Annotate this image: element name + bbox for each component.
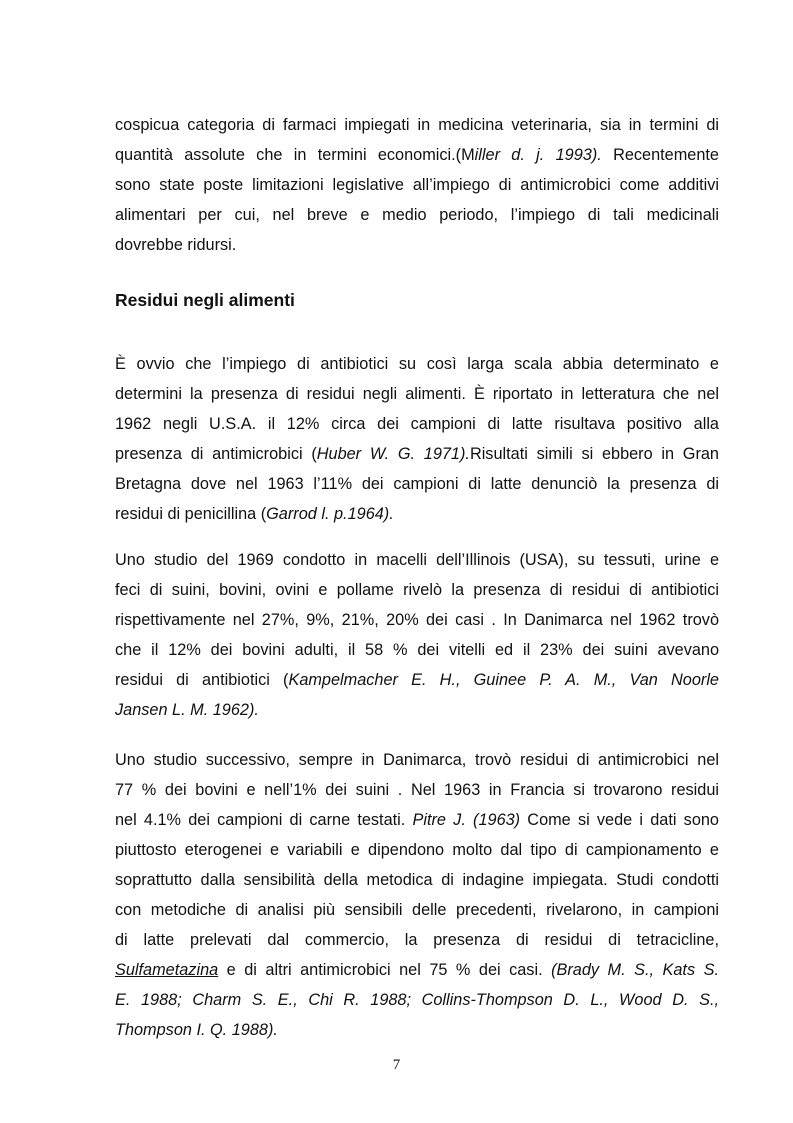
text-line: feci di suini, bovini, ovini e pollame rivelò la presenza di residui di antibiotici (115, 581, 719, 599)
citation: E. 1988; Charm S. E., Chi R. 1988; Collins-Thompson D. L., Wood D. S., (115, 991, 719, 1009)
text-line: È ovvio che l’impiego di antibiotici su così larga scala abbia determinato e (115, 355, 719, 373)
citation: Jansen L. M. 1962). (115, 701, 259, 719)
section-heading: Residui negli alimenti (115, 290, 295, 310)
text-span: residui di penicillina ( (115, 505, 267, 523)
citation: Garrod l. p.1964). (266, 505, 394, 523)
text-span: e di altri antimicrobici nel 75 % dei casi. (218, 961, 552, 979)
text-line: 77 % dei bovini e nell’1% dei suini . Nel 1963 in Francia si trovarono residui (115, 781, 719, 799)
page-number: 7 (392, 1057, 401, 1073)
text-line: rispettivamente nel 27%, 9%, 21%, 20% dei casi . In Danimarca nel 1962 trovò (115, 611, 719, 629)
text-line (115, 695, 719, 725)
text-line: determini la presenza di residui negli alimenti. È riportato in letteratura che nel (115, 385, 719, 403)
text-line: Bretagna dove nel 1963 l’11% dei campioni di latte denunciò la presenza di (115, 475, 719, 493)
paragraph-intro (115, 110, 719, 260)
text-line: dovrebbe ridursi. (115, 236, 237, 254)
text-line: Uno studio successivo, sempre in Danimarca, trovò residui di antimicrobici nel (115, 751, 719, 769)
text-line: 1962 negli U.S.A. il 12% circa dei campioni di latte risultava positivo alla (115, 415, 719, 433)
text-span: nel 4.1% dei campioni di carne testati. (115, 811, 413, 829)
text-span: residui di antibiotici ( (115, 671, 289, 689)
text-line: cospicua categoria di farmaci impiegati in medicina veterinaria, sia in termini di (115, 116, 719, 134)
text-span: quantità assolute che in termini economici.(M (115, 146, 475, 164)
text-line (115, 665, 719, 695)
text-line: con metodiche di analisi più sensibili delle precedenti, rivelarono, in campioni (115, 901, 719, 919)
text-line (115, 439, 719, 469)
text-line (115, 955, 719, 985)
paragraph-illinois (115, 545, 719, 725)
text-line: sono state poste limitazioni legislative all’impiego di antimicrobici come additivi (115, 176, 719, 194)
paragraph-denmark (115, 745, 719, 1045)
drug-name: Sulfametazina (115, 961, 219, 979)
citation: Huber W. G. 1971). (316, 445, 470, 463)
text-line: alimentari per cui, nel breve e medio periodo, l’impiego di tali medicinali (115, 206, 719, 224)
text-line (115, 1015, 719, 1045)
citation: Thompson I. Q. 1988). (115, 1021, 278, 1039)
citation: iller d. j. 1993). (474, 146, 602, 164)
text-line: che il 12% dei bovini adulti, il 58 % dei vitelli ed il 23% dei suini avevano (115, 641, 719, 659)
text-line: piuttosto eterogenei e variabili e dipendono molto dal tipo di campionamento e (115, 841, 719, 859)
text-span: Risultati simili si ebbero in Gran (469, 445, 719, 463)
citation: Pitre J. (1963) (412, 811, 521, 829)
citation: (Brady M. S., Kats S. (551, 961, 719, 979)
text-line (115, 805, 719, 835)
paragraph-residues (115, 349, 719, 529)
text-line (115, 140, 719, 170)
text-line (115, 985, 719, 1015)
text-line: soprattutto dalla sensibilità della metodica di indagine impiegata. Studi condotti (115, 871, 719, 889)
text-line (115, 499, 719, 529)
text-span: Recentemente (601, 146, 719, 164)
text-line: di latte prelevati dal commercio, la presenza di residui di tetracicline, (115, 931, 719, 949)
citation: Kampelmacher E. H., Guinee P. A. M., Van Noorle (288, 671, 719, 689)
text-span: Come si vede i dati sono (520, 811, 719, 829)
text-span: presenza di antimicrobici ( (115, 445, 317, 463)
text-line: Uno studio del 1969 condotto in macelli dell’Illinois (USA), su tessuti, urine e (115, 551, 719, 569)
